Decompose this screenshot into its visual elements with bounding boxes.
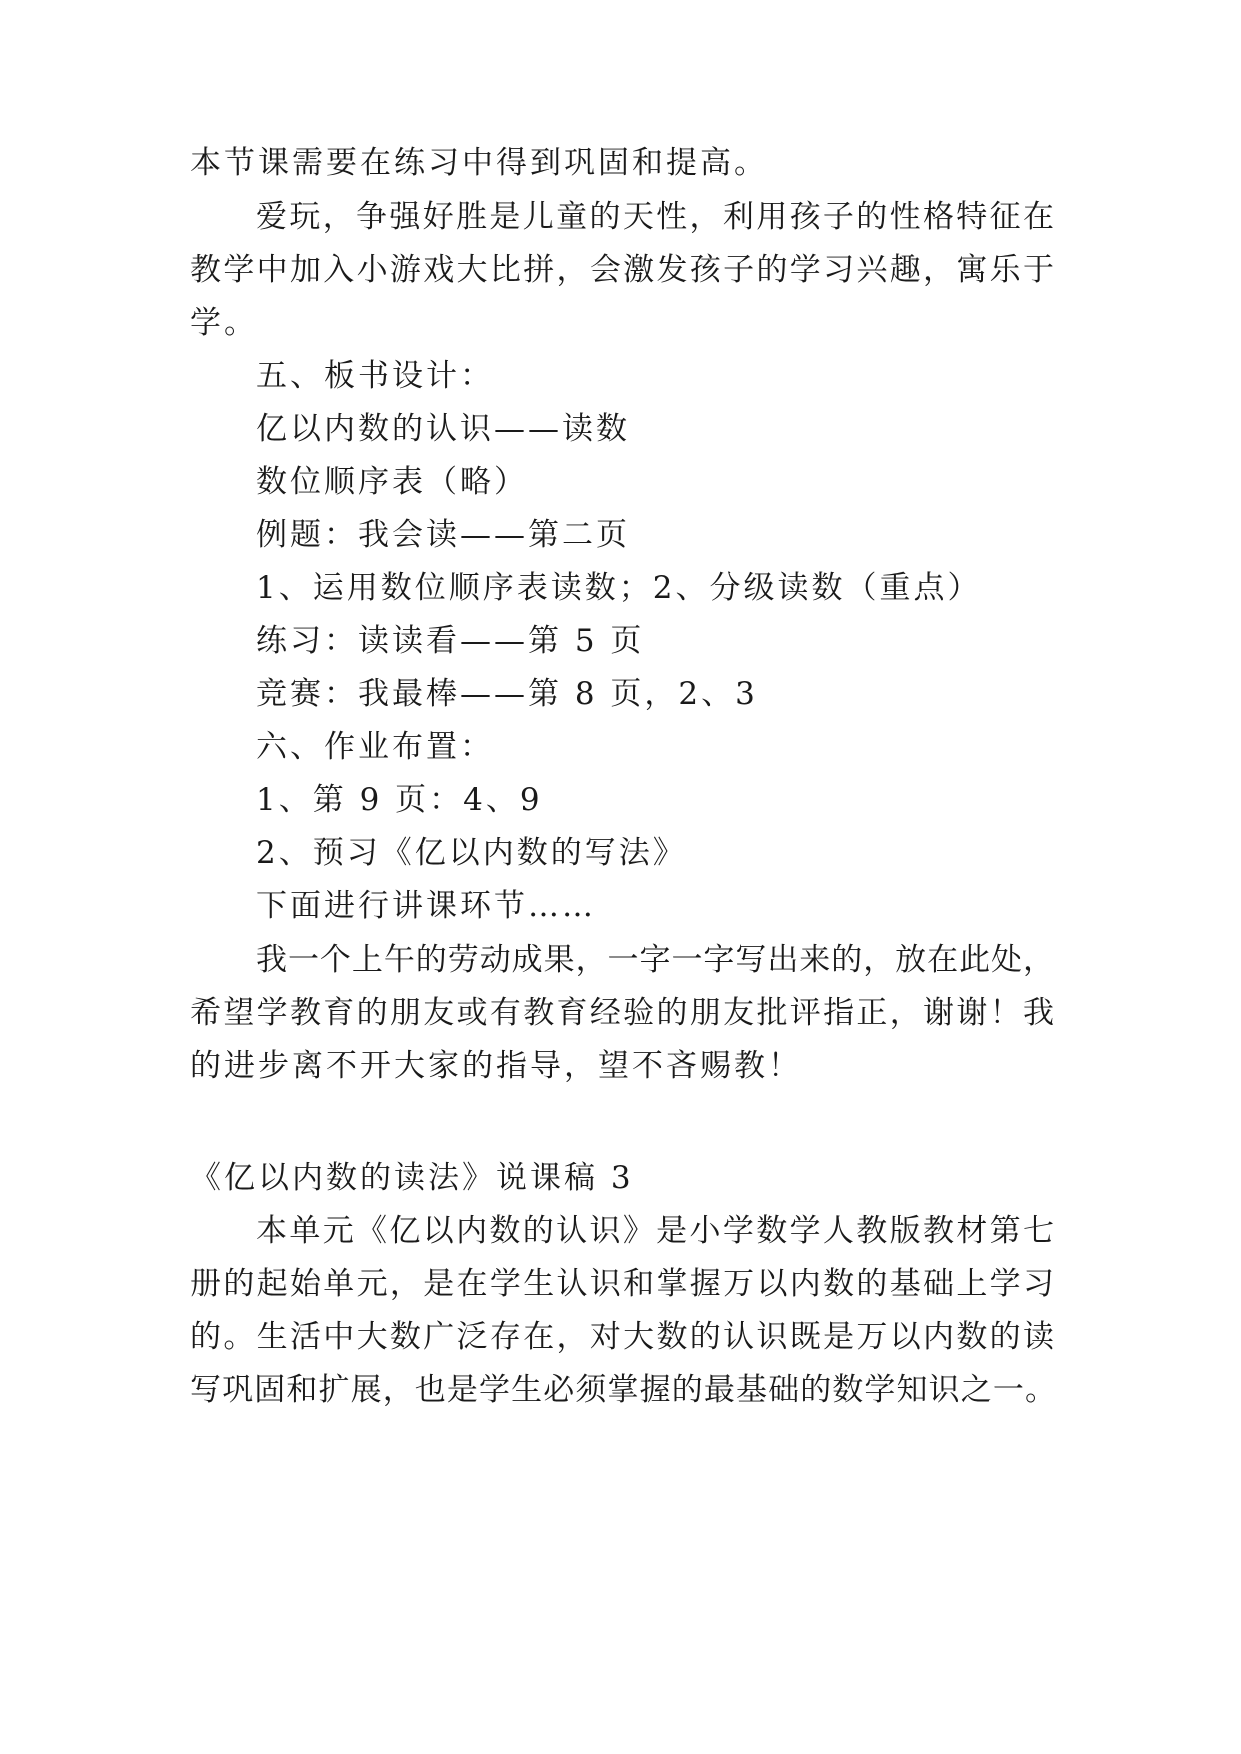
- homework-line: 2、预习《亿以内数的写法》: [256, 835, 687, 871]
- paragraph-line: 册的起始单元，是在学生认识和掌握万以内数的基础上学习: [190, 1266, 1054, 1302]
- paragraph-line: 教学中加入小游戏大比拼，会激发孩子的学习兴趣，寓乐于: [190, 252, 1054, 288]
- board-line: 数位顺序表（略）: [256, 464, 528, 500]
- paragraph-line: 希望学教育的朋友或有教育经验的朋友批评指正，谢谢！我: [190, 995, 1054, 1031]
- paragraph-line: 本节课需要在练习中得到巩固和提高。: [190, 145, 768, 181]
- board-line: 竞赛：我最棒——第 8 页，2、3: [256, 676, 758, 712]
- section-heading: 六、作业布置：: [256, 729, 494, 765]
- board-line: 1、运用数位顺序表读数；2、分级读数（重点）: [256, 570, 982, 606]
- paragraph-line: 我一个上午的劳动成果，一字一字写出来的，放在此处，: [256, 942, 1054, 978]
- board-line: 亿以内数的认识——读数: [256, 411, 630, 447]
- paragraph-line: 的。生活中大数广泛存在，对大数的认识既是万以内数的读: [190, 1319, 1054, 1355]
- paragraph-line: 的进步离不开大家的指导，望不吝赐教！: [190, 1048, 802, 1084]
- document-heading: 《亿以内数的读法》说课稿 3: [190, 1160, 634, 1196]
- board-line: 练习：读读看——第 5 页: [256, 623, 645, 659]
- board-line: 例题：我会读——第二页: [256, 517, 630, 553]
- homework-line: 1、第 9 页：4、9: [256, 782, 543, 818]
- paragraph-line: 本单元《亿以内数的认识》是小学数学人教版教材第七: [256, 1213, 1054, 1249]
- paragraph-line: 学。: [190, 305, 258, 341]
- paragraph-line: 写巩固和扩展，也是学生必须掌握的最基础的数学知识之一。: [190, 1372, 1056, 1408]
- paragraph-line: 下面进行讲课环节……: [256, 888, 596, 924]
- paragraph-line: 爱玩，争强好胜是儿童的天性，利用孩子的性格特征在: [256, 199, 1054, 235]
- section-heading: 五、板书设计：: [256, 358, 494, 394]
